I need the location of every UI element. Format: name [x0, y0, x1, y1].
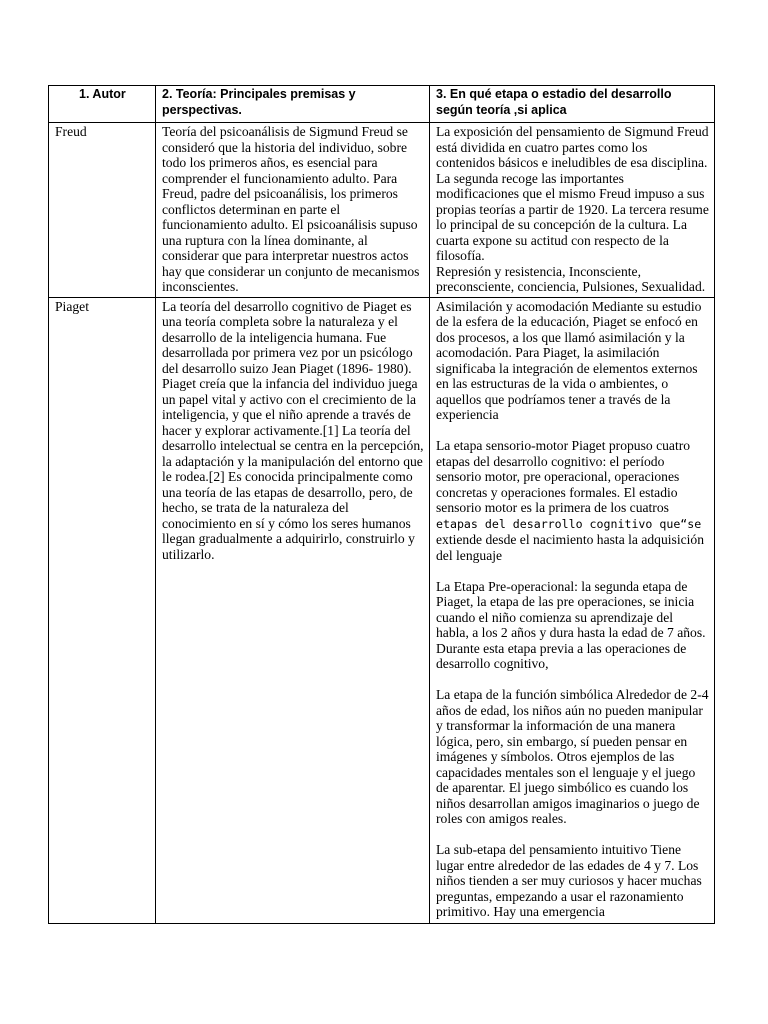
- developmental-theories-table: [48, 85, 715, 924]
- piaget-stage-paragraph-3: La Etapa Pre-operacional: la segunda etapa de Piaget, la etapa de las pre operaciones, se inicia cuando el niño comienza su aprendizaje del habla, a los 2 años y dura hasta la edad de 7 años. Durante esta etapa previa a las operaciones de desarrollo cognitivo,: [436, 578, 706, 671]
- piaget-stage-paragraph-2-part-b: extiende desde el nacimiento hasta la adquisición del lenguaje: [436, 532, 705, 563]
- table-row-piaget: [49, 297, 715, 923]
- piaget-stage-content: [436, 299, 709, 921]
- cell-author-freud: Freud: [49, 123, 156, 298]
- header-author: 1. Autor: [49, 86, 156, 123]
- cell-author-piaget: Piaget: [49, 297, 156, 923]
- cell-theory-freud: Teoría del psicoanálisis de Sigmund Freud se consideró que la historia del individuo, sobre todo los primeros años, es esencial para comprender el funcionamiento adulto. Para Freud, padre del psicoanálisis, los primeros conflictos determinan en parte el funcionamiento adulto. El psicoanálisis supuso una ruptura con la línea dominante, al considerar que para interpretar nuestros actos hay que considerar un conjunto de mecanismos inconscientes.: [156, 123, 430, 298]
- piaget-stage-paragraph-5: La sub-etapa del pensamiento intuitivo Tiene lugar entre alrededor de las edades de 4 y 7. Los niños tienden a ser muy curiosos y hacer muchas preguntas, empezando a usar el razonamiento primitivo. Hay una emergencia: [436, 842, 702, 919]
- cell-stage-freud: [430, 123, 715, 298]
- table-header-row: [49, 86, 715, 123]
- piaget-stage-paragraph-1: Asimilación y acomodación Mediante su estudio de la esfera de la educación, Piaget se enfocó en dos procesos, a los que llamó asimilación y la acomodación. Para Piaget, la asimilación significaba la integración de elementos externos en las estructuras de la vida o ambientes, o aquellos que podríamos tener a través de la experiencia: [436, 298, 702, 422]
- table-row-freud: [49, 123, 715, 298]
- piaget-stage-paragraph-2-part-a: La etapa sensorio-motor Piaget propuso cuatro etapas del desarrollo cognitivo: el período sensorio motor, pre operacional, operaciones concretas y operaciones formales. El estadio sensorio motor es la primera de los cuatros: [436, 438, 691, 515]
- freud-stage-paragraph-2: Represión y resistencia, Inconsciente, preconsciente, conciencia, Pulsiones, Sexualidad.: [436, 263, 706, 294]
- header-stage: 3. En qué etapa o estadio del desarrollo según teoría ,si aplica: [430, 86, 715, 123]
- piaget-stage-paragraph-2: [436, 438, 709, 563]
- freud-stage-paragraph-1: La exposición del pensamiento de Sigmund Freud está dividida en cuatro partes como los contenidos básicos e ineludibles de esa disciplina. La segunda recoge las importantes modificaciones que el mismo Freud impuso a sus propias teorías a partir de 1920. La tercera resume lo principal de su concepción de la cultura. La cuarta expone su actitud con respecto de la filosofía.: [436, 124, 709, 263]
- piaget-stage-paragraph-4: La etapa de la función simbólica Alrededor de 2-4 años de edad, los niños aún no pueden manipular y transformar la información de una manera lógica, pero, sin embargo, sí pueden pensar en imágenes y símbolos. Otros ejemplos de las capacidades mentales son el lenguaje y el juego de aparentar. El juego simbólico es cuando los niños desarrollan amigos imaginarios o juego de roles con amigos reales.: [436, 687, 709, 826]
- piaget-stage-paragraph-2-mono: etapas del desarrollo cognitivo que“se: [436, 516, 702, 531]
- header-theory: 2. Teoría: Principales premisas y perspectivas.: [156, 86, 430, 123]
- cell-stage-piaget: [430, 297, 715, 923]
- cell-theory-piaget: La teoría del desarrollo cognitivo de Piaget es una teoría completa sobre la naturaleza y el desarrollo de la inteligencia humana. Fue desarrollada por primera vez por un psicólogo del desarrollo suizo Jean Piaget (1896- 1980). Piaget creía que la infancia del individuo juega un papel vital y activo con el crecimiento de la inteligencia, y que el niño aprende a través de hacer y explorar activamente.[1] La teoría del desarrollo intelectual se centra en la percepción, la adaptación y la manipulación del entorno que le rodea.[2] Es conocida principalmente como una teoría de las etapas de desarrollo, pero, de hecho, se trata de la naturaleza del conocimiento en sí y cómo los seres humanos llegan gradualmente a adquirirlo, construirlo y utilizarlo.: [156, 297, 430, 923]
